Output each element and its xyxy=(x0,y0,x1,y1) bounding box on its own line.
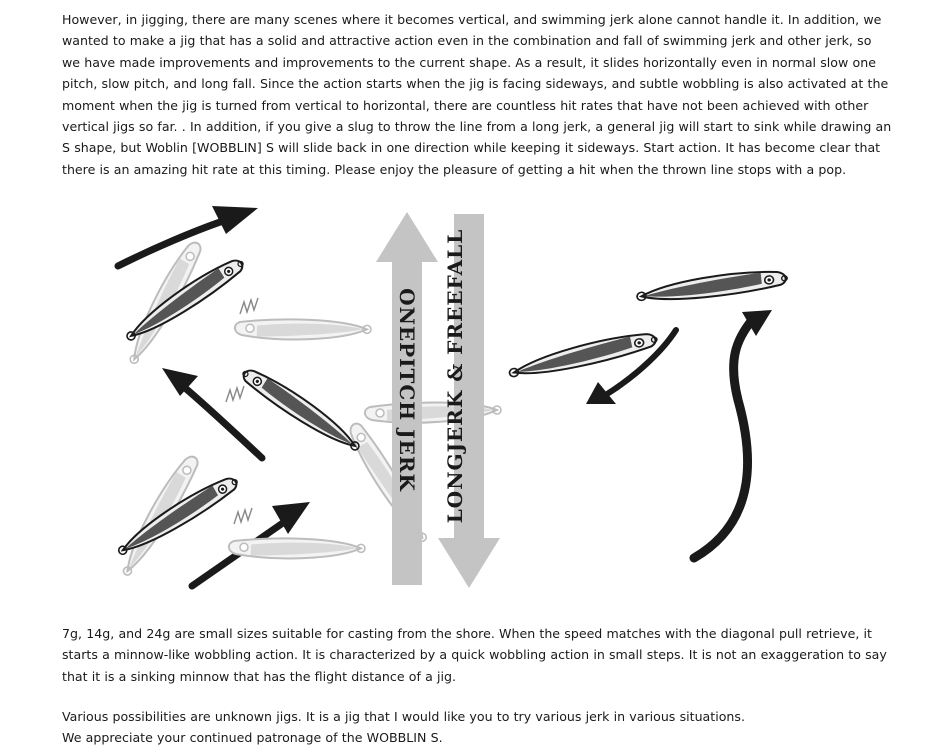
onepitch-jerk-label: ONEPITCH JERK xyxy=(395,288,419,492)
longjerk-freefall-label: LONGJERK & FREEFALL xyxy=(443,228,467,524)
arrow-lift-s-curve xyxy=(694,320,752,558)
longjerk-right-cluster xyxy=(507,268,788,558)
intro-paragraph: However, in jigging, there are many scenes where it becomes vertical, and swimming jerk alone cannot handle it. In addition, we wanted to make a jig that has a solid and attractive action even in the combination and fall of swimming jerk and other jerk, so we have made improvements and improvements to the current shape. As a result, it slides horizontally even in normal slow one pitch, slow pitch, and long fall. Since the action starts when the jig is facing sideways, and subtle wobbling is also activated at the moment when the jig is turned from vertical to horizontal, there are countless hit rates that have not been achieved with other vertical jigs so far. . In addition, if you give a slug to throw the line from a long jerk, a general jig will start to sink while drawing an S shape, but Woblin [WOBBLIN] S will slide back in one direction while keeping it sideways. Start action. It has become clear that there is an amazing hit rate at this timing. Please enjoy the pleasure of getting a hit when the thrown line stops with a pop. xyxy=(62,12,892,177)
arrow-middle-left xyxy=(178,382,262,458)
closing-paragraph-2: We appreciate your continued patronage of the WOBBLIN S. xyxy=(62,730,443,745)
longjerk-freefall-arrow xyxy=(438,214,500,588)
closing-paragraph-1: Various possibilities are unknown jigs. It is a jig that I would like you to try various jerk in various situations. xyxy=(62,709,745,724)
jig-action-diagram xyxy=(0,190,950,610)
onepitch-top-cluster xyxy=(118,206,371,366)
onepitch-bottom-cluster xyxy=(113,452,365,586)
arrow-upper-left xyxy=(118,218,232,266)
onepitch-jerk-arrow xyxy=(376,212,438,585)
sizes-paragraph: 7g, 14g, and 24g are small sizes suitable for casting from the shore. When the speed matches with the diagonal pull retrieve, it starts a minnow-like wobbling action. It is characterized by a quick wobbling action in small steps. It is not an exaggeration to say that it is a sinking minnow that has the flight distance of a jig. xyxy=(62,626,887,684)
